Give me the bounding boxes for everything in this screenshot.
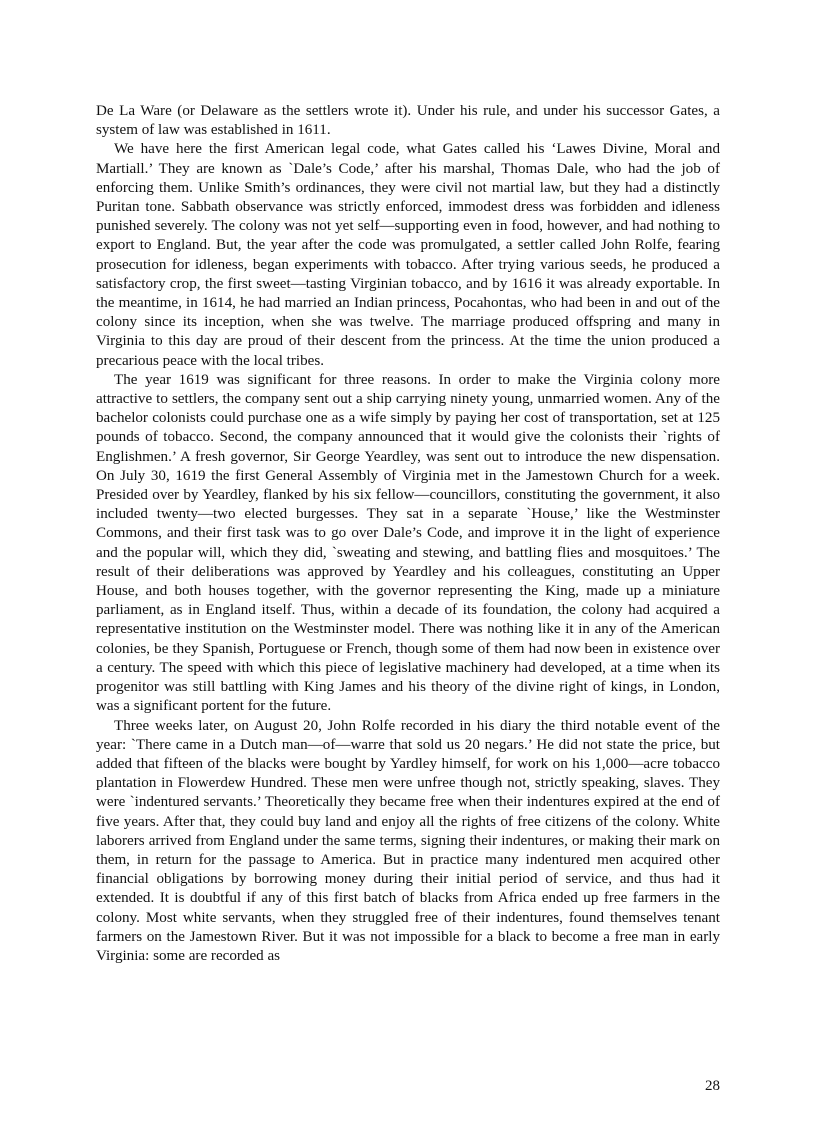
body-text [96,102,720,966]
page-number: 28 [705,1078,720,1094]
paragraph-3: The year 1619 was significant for three reasons. In order to make the Virginia colony more attractive to settlers, the company sent out a ship carrying ninety young, unmarried women. Any of the bachelor colonists could purchase one as a wife simply by paying her cost of transportation, set at 125 pounds of tobacco. Second, the company announced that it would give the colonists their `rights of Englishmen.’ A fresh governor, Sir George Yeardley, was sent out to introduce the new dispensation. On July 30, 1619 the first General Assembly of Virginia met in the Jamestown Church for a week. Presided over by Yeardley, flanked by his six fellow—councillors, constituting the government, it also included twenty—two elected burgesses. They sat in a separate `House,’ like the Westminster Commons, and their first task was to go over Dale’s Code, and improve it in the light of experience and the popular will, which they did, `sweating and stewing, and battling flies and mosquitoes.’ The result of their deliberations was approved by Yeardley and his colleagues, constituting an Upper House, and both houses together, with the governor representing the King, made up a miniature parliament, as in England itself. Thus, within a decade of its foundation, the colony had acquired a representative institution on the Westminster model. There was nothing like it in any of the American colonies, be they Spanish, Portuguese or French, though some of them had now been in existence over a century. The speed with which this piece of legislative machinery had developed, at a time when its progenitor was still battling with King James and his theory of the divine right of kings, in London, was a significant portent for the future. [96,371,720,715]
paragraph-4: Three weeks later, on August 20, John Rolfe recorded in his diary the third notable event of the year: `There came in a Dutch man—of—warre that sold us 20 negars.’ He did not state the price, but added that fifteen of the blacks were bought by Yardley himself, for work on his 1,000—acre tobacco plantation in Flowerdew Hundred. These men were unfree though not, strictly speaking, slaves. They were `indentured servants.’ Theoretically they became free when their indentures expired at the end of five years. After that, they could buy land and enjoy all the rights of free citizens of the colony. White laborers arrived from England under the same terms, signing their indentures, or making their mark on them, in return for the passage to America. But in practice many indentured men acquired other financial obligations by borrowing money during their initial period of service, and thus had it extended. It is doubtful if any of this first batch of blacks from Africa ended up free farmers in the colony. Most white servants, when they struggled free of their indentures, found themselves tenant farmers on the Jamestown River. But it was not impossible for a black to become a free man in early Virginia: some are recorded as [96,717,720,964]
paragraph-2: We have here the first American legal code, what Gates called his ‘Lawes Divine, Moral and Martiall.’ They are known as `Dale’s Code,’ after his marshal, Thomas Dale, who had the job of enforcing them. Unlike Smith’s ordinances, they were civil not martial law, but they had a distinctly Puritan tone. Sabbath observance was strictly enforced, immodest dress was forbidden and idleness punished severely. The colony was not yet self—supporting even in food, however, and had nothing to export to England. But, the year after the code was promulgated, a settler called John Rolfe, fearing prosecution for idleness, began experiments with tobacco. After trying various seeds, he produced a satisfactory crop, the first sweet—tasting Virginian tobacco, and by 1616 it was already exportable. In the meantime, in 1614, he had married an Indian princess, Pocahontas, who had been in and out of the colony since its inception, when she was twelve. The marriage produced offspring and many in Virginia to this day are proud of their descent from the princess. At the time the union produced a precarious peace with the local tribes. [96,141,720,369]
paragraph-1: De La Ware (or Delaware as the settlers wrote it). Under his rule, and under his successor Gates, a system of law was established in 1611. [96,103,720,139]
